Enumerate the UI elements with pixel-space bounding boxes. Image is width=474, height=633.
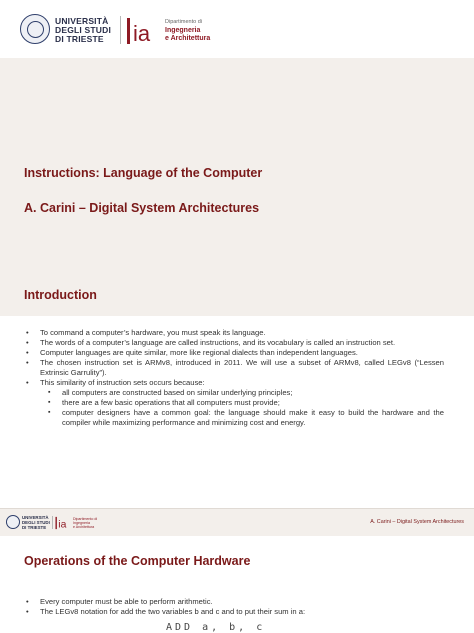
presentation-title: Instructions: Language of the Computer (24, 166, 263, 180)
slide-heading: Operations of the Computer Hardware (24, 554, 251, 568)
university-line: DEGLI STUDI (22, 519, 50, 525)
bullet-item: • Every computer must be able to perform arithmetic. (24, 597, 444, 607)
department-line: e Architettura (165, 35, 211, 42)
department-name (73, 517, 97, 530)
sub-bullet-item: ▪ all computers are constructed based on similar underlying principles; (24, 388, 444, 398)
introduction-slide (0, 268, 474, 508)
bullet-item: • The chosen instruction set is ARMv8, introduced in 2011. We will use a subset of ARMv8, called LEGv8 (“Lessen Extrinsic Garrulity”). (24, 358, 444, 378)
operations-slide (0, 536, 474, 632)
slide-footer (0, 508, 474, 538)
bullet-list (24, 328, 444, 428)
university-line: UNIVERSITÀ (55, 16, 109, 26)
svg-text:ia: ia (133, 21, 151, 45)
university-line: DI TRIESTE (55, 34, 104, 44)
university-line: DEGLI STUDI (55, 25, 112, 35)
bullet-item: • The words of a computer’s language are called instructions, and its vocabulary is called an instruction set. (24, 338, 444, 348)
department-line: e Architettura (73, 525, 95, 530)
footer-course-title: A. Carini – Digital System Architectures (370, 519, 464, 525)
department-line: Dipartimento di (165, 19, 202, 25)
sub-bullet-item: ▪ computer designers have a common goal: the language should make it easy to build the hardware and the compiler while maximizing performance and minimizing cost and energy. (24, 408, 444, 428)
svg-text:ia: ia (58, 519, 67, 530)
department-line: Ingegneria (73, 521, 90, 526)
logo-divider (120, 16, 121, 44)
assembly-code: ADD a, b, c (166, 622, 266, 633)
sub-bullet-item: ▪ there are a few basic operations that all computers must provide; (24, 398, 444, 408)
bullet-item: • This similarity of instruction sets occurs because: (24, 378, 444, 388)
logo-divider (52, 516, 53, 529)
university-seal-icon (20, 14, 50, 44)
bullet-item: • To command a computer’s hardware, you must speak its language. (24, 328, 444, 338)
bullet-list (24, 597, 444, 617)
slide-heading: Introduction (24, 288, 97, 302)
university-line: DI TRIESTE (22, 524, 47, 530)
department-name (165, 18, 210, 44)
department-line: Ingegneria (165, 26, 201, 34)
bullet-item: • The LEGv8 notation for add the two variables b and c and to put their sum in a: (24, 607, 444, 617)
title-band (0, 58, 474, 268)
university-name (55, 17, 111, 44)
title-slide (0, 0, 474, 268)
bullet-item: • Computer languages are quite similar, more like regional dialects than independent languages. (24, 348, 444, 358)
department-line: Dipartimento di (73, 517, 98, 521)
university-name (22, 516, 50, 530)
ia-logo-icon (126, 17, 160, 45)
presentation-subtitle: A. Carini – Digital System Architectures (24, 201, 260, 215)
university-seal-icon (6, 515, 20, 529)
slide-header (0, 0, 474, 58)
university-line: UNIVERSITÀ (22, 515, 49, 520)
ia-logo-icon (55, 516, 71, 530)
